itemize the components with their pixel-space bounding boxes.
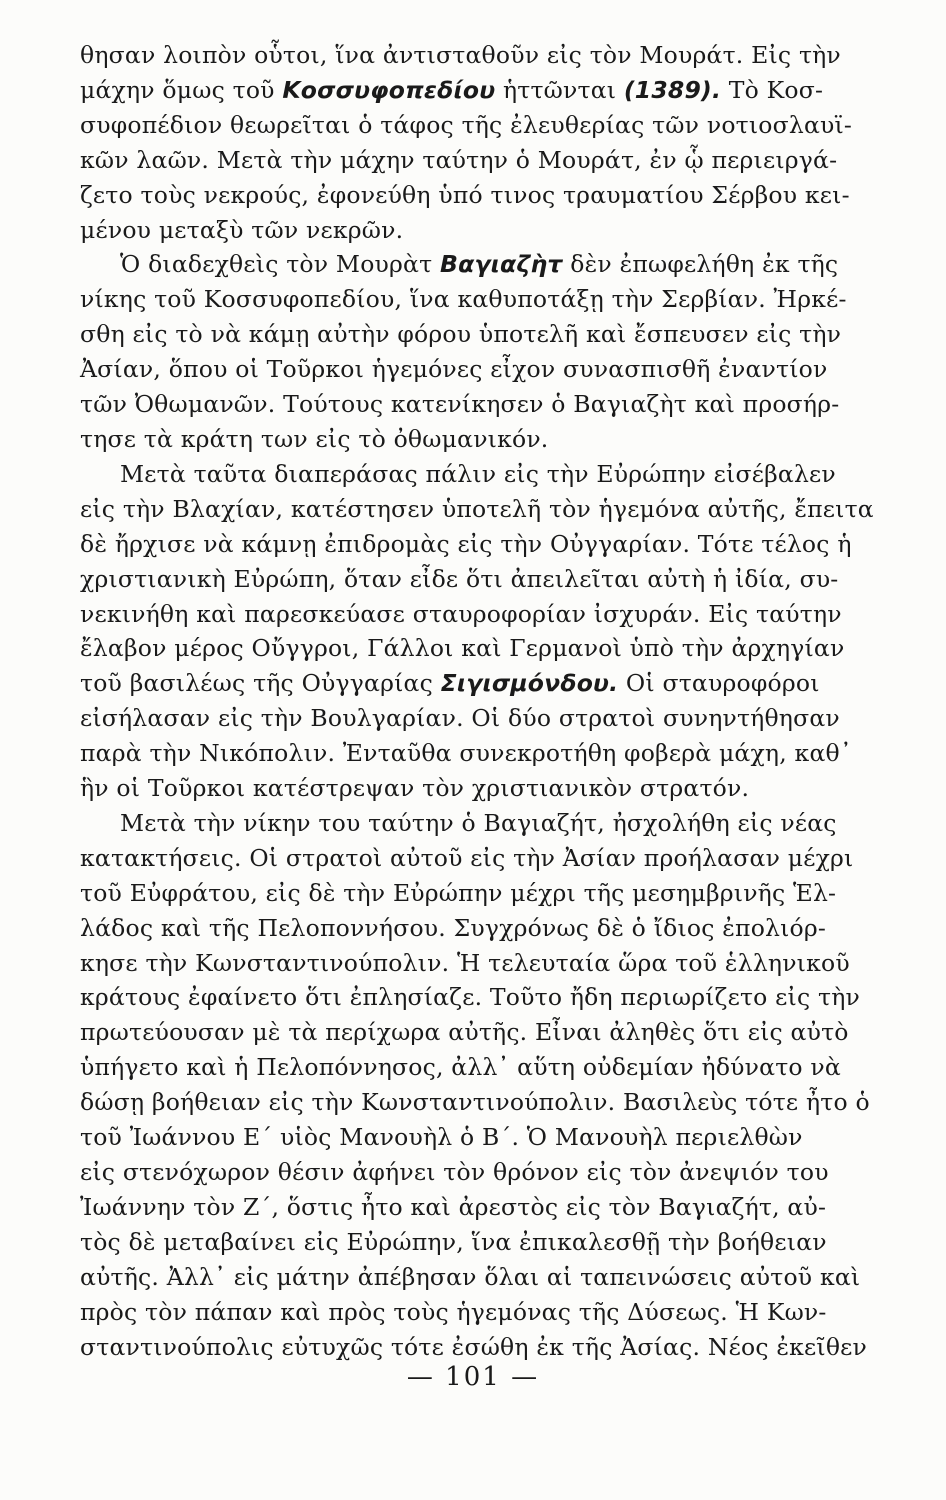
paragraph	[80, 806, 870, 1365]
text-line	[80, 422, 792, 457]
text-line	[80, 1120, 803, 1155]
text-line	[80, 806, 837, 841]
text-segment: συφοπέδιον θεωρεῖται ὁ τάφος τῆς ἐλευθερίας τῶν νοτιοσλαυϊ-	[80, 110, 853, 139]
text-segment: Ἀσίαν, ὅπου οἱ Τοῦρκοι ἡγεμόνες εἶχον συνασπισθῆ ἐναντίον	[80, 355, 828, 384]
emphasized-term: Σιγισμόνδου.	[440, 669, 619, 698]
text-line	[80, 841, 854, 876]
paragraph	[80, 457, 874, 806]
emphasized-term: Βαγιαζὴτ	[440, 250, 563, 279]
text-segment: τοῦ Εὐφράτου, εἰς δὲ τὴν Εὐρώπην μέχρι τῆς μεσημβρινῆς Ἑλ-	[80, 878, 837, 907]
page-number: — 101 —	[406, 1362, 540, 1392]
text-segment: σταντινούπολις εὐτυχῶς τότε ἐσώθη ἐκ τῆς Ἀσίας. Νέος ἐκεῖθεν	[80, 1332, 868, 1361]
text-segment: ἡττῶνται	[495, 75, 624, 104]
text-segment: δὲ ἤρχισε νὰ κάμνῃ ἐπιδρομὰς εἰς τὴν Οὐγγαρίαν. Τότε τέλος ἡ	[80, 529, 852, 558]
text-segment: Μετὰ τὴν νίκην του ταύτην ὁ Βαγιαζήτ, ἠσχολήθη εἰς νέας	[120, 808, 837, 837]
text-line	[80, 352, 828, 387]
text-line	[80, 143, 838, 178]
text-segment: νίκης τοῦ Κοσσυφοπεδίου, ἵνα καθυποτάξῃ τὴν Σερβίαν. Ἠρκέ-	[80, 285, 847, 314]
text-segment: Ὁ διαδεχθεὶς τὸν Μουρὰτ	[120, 250, 440, 279]
text-line	[80, 1155, 829, 1190]
body-text	[80, 38, 874, 1364]
text-segment: κησε τὴν Κωνσταντινούπολιν. Ἡ τελευταία ὥρα τοῦ ἑλληνικοῦ	[80, 948, 850, 977]
text-line	[80, 527, 852, 562]
text-line	[80, 736, 852, 771]
text-segment: Μετὰ ταῦτα διαπεράσας πάλιν εἰς τὴν Εὐρώπην εἰσέβαλεν	[120, 459, 836, 488]
text-segment: τὸς δὲ μεταβαίνει εἰς Εὐρώπην, ἵνα ἐπικαλεσθῇ τὴν βοήθειαν	[80, 1227, 827, 1256]
text-segment: μάχην ὅμως τοῦ	[80, 75, 283, 104]
text-line	[80, 213, 792, 248]
text-segment: Τὸ Κοσ-	[721, 75, 824, 104]
text-segment: δὲν ἐπωφελήθη ἐκ τῆς	[562, 250, 839, 279]
text-segment: πρωτεύουσαν μὲ τὰ περίχωρα αὐτῆς. Εἶναι ἀληθὲς ὅτι εἰς αὐτὸ	[80, 1018, 849, 1047]
paragraph	[80, 38, 853, 247]
text-line	[80, 282, 847, 317]
text-line	[80, 597, 842, 632]
text-line	[80, 1330, 868, 1365]
text-line	[80, 1295, 827, 1330]
text-line	[80, 38, 841, 73]
text-segment: κατακτήσεις. Οἱ στρατοὶ αὐτοῦ εἰς τὴν Ἀσίαν προήλασαν μέχρι	[80, 843, 854, 872]
text-line	[80, 492, 874, 527]
text-segment: μένου μεταξὺ τῶν νεκρῶν.	[80, 215, 404, 244]
text-line	[80, 457, 836, 492]
text-segment: ὑπήγετο καὶ ἡ Πελοπόννησος, ἀλλ᾽ αὕτη οὐδεμίαν ἠδύνατο νὰ	[80, 1053, 841, 1082]
text-segment: παρὰ τὴν Νικόπολιν. Ἐνταῦθα συνεκροτήθη φοβερὰ μάχη, καθ᾽	[80, 739, 852, 768]
text-segment: εἰς στενόχωρον θέσιν ἀφήνει τὸν θρόνον εἰς τὸν ἀνεψιόν του	[80, 1158, 829, 1186]
text-segment: αὐτῆς. Ἀλλ᾽ εἰς μάτην ἀπέβησαν ὅλαι αἱ ταπεινώσεις αὐτοῦ καὶ	[80, 1262, 861, 1291]
text-segment: σθη εἰς τὸ νὰ κάμῃ αὐτὴν φόρου ὑποτελῆ καὶ ἔσπευσεν εἰς τὴν	[80, 320, 842, 349]
text-segment: χριστιανικὴ Εὐρώπη, ὅταν εἶδε ὅτι ἀπειλεῖται αὐτὴ ἡ ἰδία, συ-	[80, 564, 839, 593]
emphasized-term: (1389).	[623, 75, 722, 104]
text-line	[80, 317, 842, 352]
text-line	[80, 701, 840, 736]
text-line	[80, 1050, 841, 1085]
text-segment: τοῦ Ἰωάννου Ε΄ υἱὸς Μανουὴλ ὁ Β΄. Ὁ Μανουὴλ περιελθὼν	[80, 1123, 803, 1152]
text-line	[80, 108, 853, 143]
text-line	[80, 631, 845, 666]
text-segment: πρὸς τὸν πάπαν καὶ πρὸς τοὺς ἡγεμόνας τῆς Δύσεως. Ἡ Κων-	[80, 1297, 827, 1326]
text-line	[80, 247, 839, 282]
text-line	[80, 1225, 827, 1260]
paragraph	[80, 247, 847, 456]
text-line	[80, 73, 824, 108]
text-segment: ἣν οἱ Τοῦρκοι κατέστρεψαν τὸν χριστιανικὸν στρατόν.	[80, 774, 750, 803]
text-line	[80, 387, 840, 422]
text-segment: ἔλαβον μέρος Οὔγγροι, Γάλλοι καὶ Γερμανοὶ ὑπὸ τὴν ἀρχηγίαν	[80, 634, 845, 663]
text-line	[80, 980, 860, 1015]
text-line	[80, 1260, 861, 1295]
text-segment: λάδος καὶ τῆς Πελοποννήσου. Συγχρόνως δὲ ὁ ἴδιος ἐπολιόρ-	[80, 913, 827, 942]
text-segment: Οἱ σταυροφόροι	[618, 669, 820, 698]
text-line	[80, 1085, 870, 1120]
text-segment: εἰς τὴν Βλαχίαν, κατέστησεν ὑποτελῆ τὸν ἡγεμόνα αὐτῆς, ἔπειτα	[80, 494, 874, 523]
text-segment: νεκινήθη καὶ παρεσκεύασε σταυροφορίαν ἰσχυράν. Εἰς ταύτην	[80, 599, 842, 628]
text-line	[80, 1190, 827, 1225]
text-line	[80, 666, 820, 701]
text-segment: κράτους ἐφαίνετο ὅτι ἐπλησίαζε. Τοῦτο ἤδη περιωρίζετο εἰς τὴν	[80, 983, 860, 1012]
text-segment: ζετο τοὺς νεκρούς, ἐφονεύθη ὑπό τινος τραυματίου Σέρβου κει-	[80, 180, 850, 209]
text-line	[80, 876, 837, 911]
text-line	[80, 946, 850, 981]
text-segment: εἰσήλασαν εἰς τὴν Βουλγαρίαν. Οἱ δύο στρατοὶ συνηντήθησαν	[80, 704, 840, 733]
text-segment: τῶν Ὀθωμανῶν. Τούτους κατενίκησεν ὁ Βαγιαζὴτ καὶ προσήρ-	[80, 390, 840, 419]
text-segment: Ἰωάννην τὸν Ζ΄, ὅστις ἦτο καὶ ἀρεστὸς εἰς τὸν Βαγιαζήτ, αὐ-	[80, 1192, 827, 1221]
text-line	[80, 562, 839, 597]
text-line	[80, 1015, 849, 1050]
text-segment: κῶν λαῶν. Μετὰ τὴν μάχην ταύτην ὁ Μουράτ, ἐν ᾧ περιειργά-	[80, 145, 838, 174]
text-line	[80, 178, 850, 213]
text-line	[80, 771, 792, 806]
emphasized-term: Κοσσυφοπεδίου	[282, 75, 496, 104]
text-segment: δώσῃ βοήθειαν εἰς τὴν Κωνσταντινούπολιν. Βασιλεὺς τότε ἦτο ὁ	[80, 1088, 870, 1117]
text-segment: θησαν λοιπὸν οὗτοι, ἵνα ἀντισταθοῦν εἰς τὸν Μουράτ. Εἰς τὴν	[80, 41, 841, 69]
text-line	[80, 911, 827, 946]
text-segment: τοῦ βασιλέως τῆς Οὐγγαρίας	[80, 669, 441, 698]
text-segment: τησε τὰ κράτη των εἰς τὸ ὀθωμανικόν.	[80, 424, 549, 453]
